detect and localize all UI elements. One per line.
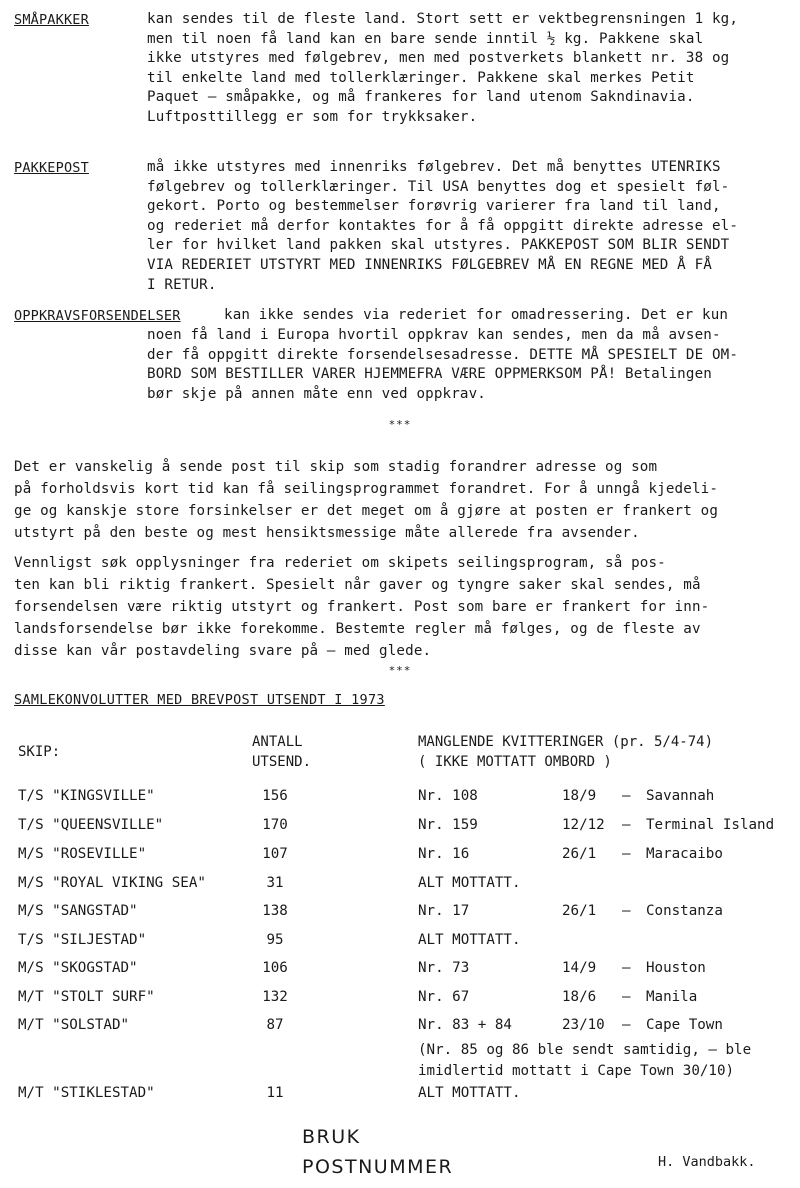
missing-number: Nr. 108 bbox=[418, 788, 478, 804]
dash: – bbox=[622, 960, 631, 976]
dash: – bbox=[622, 989, 631, 1005]
section-label-pakkepost: PAKKEPOST bbox=[14, 160, 89, 176]
sent-count: 87 bbox=[266, 1017, 284, 1033]
missing-number: Nr. 159 bbox=[418, 817, 478, 833]
section-first-line-oppkrav: kan ikke sendes via rederiet for omadressering. Det er kun bbox=[224, 307, 729, 323]
dash: – bbox=[622, 846, 631, 862]
paragraph-1: Det er vanskelig å sende post til skip som stadig forandrer adresse og som på forholdsvis kort tid kan få seilingsprogrammet forandret. For å unngå kjedeli- ge og kanskje store forsinkelser er det meget om å gjøre at posten er frankert og utstyrt på den beste og mest hensiktsmessige måte allerede fra avsender. bbox=[14, 459, 719, 541]
sent-count: 106 bbox=[262, 960, 288, 976]
dash: – bbox=[622, 817, 631, 833]
signature: H. Vandbakk. bbox=[658, 1154, 756, 1170]
table-title: SAMLEKONVOLUTTER MED BREVPOST UTSENDT I 1973 bbox=[14, 692, 385, 708]
missing-date: 18/9 bbox=[562, 788, 597, 804]
ship-name: M/S "SANGSTAD" bbox=[18, 903, 138, 919]
missing-number: ALT MOTTATT. bbox=[418, 875, 521, 891]
sent-count: 31 bbox=[266, 875, 284, 891]
table-row bbox=[0, 788, 800, 812]
ship-name: M/T "STIKLESTAD" bbox=[18, 1085, 155, 1101]
missing-number: Nr. 16 bbox=[418, 846, 470, 862]
missing-place: Houston bbox=[646, 960, 706, 976]
missing-number: ALT MOTTATT. bbox=[418, 932, 521, 948]
missing-date: 18/6 bbox=[562, 989, 597, 1005]
ship-name: T/S "SILJESTAD" bbox=[18, 932, 147, 948]
dash: – bbox=[622, 788, 631, 804]
table-row bbox=[0, 1085, 800, 1109]
ship-name: M/T "STOLT SURF" bbox=[18, 989, 155, 1005]
sent-count: 170 bbox=[262, 817, 288, 833]
table-row bbox=[0, 989, 800, 1013]
separator-1: *** bbox=[388, 418, 412, 431]
table-row bbox=[0, 817, 800, 841]
table-row bbox=[0, 960, 800, 984]
table-header-count: ANTALL UTSEND. bbox=[252, 734, 312, 770]
table-row bbox=[0, 846, 800, 870]
missing-date: 14/9 bbox=[562, 960, 597, 976]
missing-place: Manila bbox=[646, 989, 698, 1005]
section-label-oppkrav: OPPKRAVSFORSENDELSER bbox=[14, 308, 181, 324]
table-row bbox=[0, 1017, 800, 1041]
dash: – bbox=[622, 903, 631, 919]
missing-place: Savannah bbox=[646, 788, 715, 804]
missing-place: Terminal Island bbox=[646, 817, 775, 833]
table-row bbox=[0, 932, 800, 956]
missing-date: 12/12 bbox=[562, 817, 605, 833]
table-header-missing: MANGLENDE KVITTERINGER (pr. 5/4-74) ( IKKE MOTTATT OMBORD ) bbox=[418, 734, 714, 770]
sent-count: 107 bbox=[262, 846, 288, 862]
paragraph-2: Vennligst søk opplysninger fra rederiet om skipets seilingsprogram, så pos- ten kan bli riktig frankert. Spesielt når gaver og tyngre saker skal sendes, må forsendelsen være riktig utstyrt og frankert. Post som bare er frankert for inn- landsforsendelse bør ikke forekomme. Bestemte regler må følges, og de fleste av disse kan vår postavdeling svare på – med glede. bbox=[14, 555, 710, 659]
section-text-oppkrav: noen få land i Europa hvortil oppkrav kan sendes, men da må avsen- der få oppgitt direkte forsendelsesadresse. DETTE MÅ SPESIELT DE OM- BORD SOM BESTILLER VARER HJEMMEFRA VÆRE OPPMERKSOM PÅ! Betalingen bør skje på annen måte enn ved oppkrav. bbox=[147, 327, 739, 402]
footer-line-1: BRUK bbox=[302, 1126, 361, 1148]
missing-place: Cape Town bbox=[646, 1017, 723, 1033]
section-text-pakkepost: må ikke utstyres med innenriks følgebrev. Det må benyttes UTENRIKS følgebrev og tollerklæringer. Til USA benyttes dog et spesielt føl- gekort. Porto og bestemmelser forøvrig varierer fra land til land, og rederiet må derfor kontaktes for å få oppgitt direkte adresse el- ler for hvilket land pakken skal utstyres. PAKKEPOST SOM BLIR SENDT VIA REDERIET UTSTYRT MED INNENRIKS FØLGEBREV MÅ EN REGNE MED Å FÅ I RETUR. bbox=[147, 159, 739, 293]
sent-count: 132 bbox=[262, 989, 288, 1005]
missing-date: 23/10 bbox=[562, 1017, 605, 1033]
missing-number: Nr. 17 bbox=[418, 903, 470, 919]
ship-name: M/S "SKOGSTAD" bbox=[18, 960, 138, 976]
missing-place: Maracaibo bbox=[646, 846, 723, 862]
missing-date: 26/1 bbox=[562, 846, 597, 862]
sent-count: 95 bbox=[266, 932, 284, 948]
missing-date: 26/1 bbox=[562, 903, 597, 919]
ship-name: T/S "KINGSVILLE" bbox=[18, 788, 155, 804]
table-row bbox=[0, 875, 800, 899]
footer-line-2: POSTNUMMER bbox=[302, 1156, 454, 1178]
ship-name: M/T "SOLSTAD" bbox=[18, 1017, 130, 1033]
missing-number: ALT MOTTATT. bbox=[418, 1085, 521, 1101]
missing-place: Constanza bbox=[646, 903, 723, 919]
missing-number: Nr. 83 + 84 bbox=[418, 1017, 512, 1033]
sent-count: 156 bbox=[262, 788, 288, 804]
section-text-smapakker: kan sendes til de fleste land. Stort sett er vektbegrensningen 1 kg, men til noen få land kan en bare sende inntil ½ kg. Pakkene skal ikke utstyres med følgebrev, men med postverkets blankett nr. 38 og til enkelte land med tollerklæringer. Pakkene skal merkes Petit Paquet – småpakke, og må frankeres for land utenom Sakndinavia. Luftposttillegg er som for trykksaker. bbox=[147, 11, 739, 125]
solstad-note: (Nr. 85 og 86 ble sendt samtidig, – ble imidlertid mottatt i Cape Town 30/10) bbox=[418, 1042, 752, 1079]
sent-count: 11 bbox=[266, 1085, 284, 1101]
ship-name: M/S "ROYAL VIKING SEA" bbox=[18, 875, 206, 891]
table-header-ship: SKIP: bbox=[18, 744, 61, 760]
section-label-smapakker: SMÅPAKKER bbox=[14, 12, 89, 28]
ship-name: T/S "QUEENSVILLE" bbox=[18, 817, 164, 833]
missing-number: Nr. 67 bbox=[418, 989, 470, 1005]
dash: – bbox=[622, 1017, 631, 1033]
ship-name: M/S "ROSEVILLE" bbox=[18, 846, 147, 862]
table-row bbox=[0, 903, 800, 927]
missing-number: Nr. 73 bbox=[418, 960, 470, 976]
sent-count: 138 bbox=[262, 903, 288, 919]
separator-2: *** bbox=[388, 664, 412, 677]
